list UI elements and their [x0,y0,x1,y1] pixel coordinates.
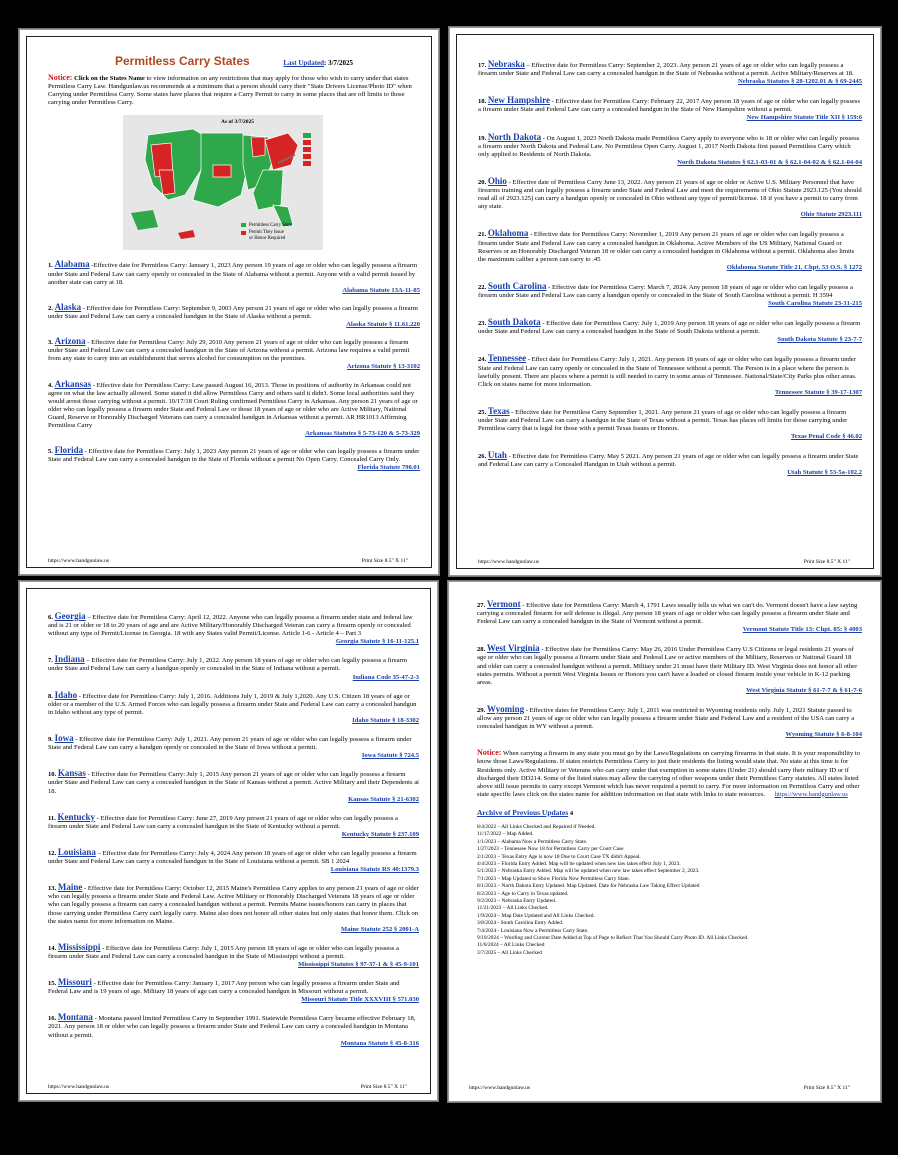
state-entry [478,229,862,271]
notice-label: Notice: [477,748,502,758]
state-link[interactable]: Florida [54,445,84,456]
entry-text: - Effective date for Permitless Carry: October 12, 2015 Maine's Permitless Carry applies to any person 21 years of age or older who can legally possess a firearm under State and Federal Law. Active Military or Honorably Discharged Veterans 18 years of age or older who can legally possess a firearm can carry a concealed handgun without a permit. Permits Maine issues/honors can carry in places that those carrying under Permitless Carry can't legally carry. Maine also does not honor all other states but only states that honor them. Click on the states name for more information on Maine. [48,885,419,925]
state-link[interactable]: Nebraska [487,59,525,69]
statute-link[interactable]: Tennessee Statute § 39-17-1307 [774,388,862,396]
archive-item: 9/10/2024 – Wording and Current Date Added at Top of Page to Reflect That You Should Carry Photo ID. All Links Checked. [477,935,749,942]
state-link[interactable]: Ohio [487,175,507,186]
archive-list [477,824,862,957]
statute-link[interactable]: Texas Penal Code § 46.02 [790,433,862,441]
page-2 [449,27,881,576]
notice [48,74,420,107]
entry-number: 10. [48,771,57,779]
archive-item: 2/1/2023 – Texas Entry Age is now 18 Due to Court Case TX didn't Appeal. [477,853,641,860]
entry-number: 26. [478,453,487,461]
state-entry [478,96,862,122]
state-entry [48,734,419,760]
entry-number: 17. [478,62,487,69]
entry-text: - Effective date for Permitless Carry. May 5 2021. Any person 21 years of age or older who can legally possess a firearm under State and Federal Law can carry a Concealed Handgun in Utah without a permit. [478,453,859,469]
state-entry [478,133,862,167]
state-link[interactable]: Alabama [54,259,90,270]
entry-text: - Effective date for Permitless Carry: June 27, 2019 Any person 21 years of age or older who can legally possess a firearm under State and Federal Law can carry a concealed handgun in the State of Kentucky without a permit. [48,814,398,830]
entry-number: 13. [48,885,57,893]
state-entry [48,612,419,646]
archive-item: 11/17/2022 – Map Added. [477,831,534,838]
state-link[interactable]: Vermont [486,599,521,609]
page-4-content [477,600,862,957]
statute-link[interactable]: Utah Statute § 53-5a-102.2 [787,469,862,477]
entry-text: - Effective date for Permitless Carry: February 22, 2017 Any person 18 years of age or older who can legally possess a firearm under State and Federal Law can carry a concealed handgun in the State of New Hampshire without a permit. [478,98,861,114]
state-link[interactable]: Mississippi [57,941,101,952]
state-entry [478,407,862,441]
entry-text: - Montana passed limited Permitless Carry in September 1991. Statewide Permitless Carry became effective February 18, 2021. Any person 18 or older who can legally possess a firearm under State and Federal Law can carry a concealed handgun in Montana without a permit. [48,1015,416,1039]
notice-bold: Click on the States Name [74,75,145,83]
archive-item: 1/1/2023 – Alabama Now a Permitless Carry State. [477,838,588,845]
footer-url: https://www.handgunlaw.us [478,559,540,565]
entry-number: 28. [477,646,486,654]
entry-text: – Effective date for Permitless Carry: July 4, 2024 Any person 18 years of age or older who can legally possess a firearm under State and Federal Law can carry a concealed handgun in the State of Louisiana without a permit. SB 1 2024 [48,849,417,866]
page-title: Permitless Carry States [114,54,250,68]
statute-link[interactable]: Maine Statute 252 § 2001-A [340,925,419,933]
state-entry [477,644,862,695]
statute-link[interactable]: Arizona Statute § 13-3102 [346,363,420,371]
state-link[interactable]: Wyoming [486,703,525,714]
state-entry [48,337,420,371]
entries-list [48,260,420,472]
entry-text: - Effective date for Permitless Carry: January 1, 2017 Any person who can legally possess a firearm under State and Federal Law and is 19 years of age. Military 18 years of age can carry a concealed handgun in Missouri without a permit. [48,980,400,996]
state-link[interactable]: Alaska [54,301,82,312]
entry-text: - Effect date for Permitless Carry: July 1, 2021. Any person 18 years of age or older who can legally possess a firearm under State and Federal Law can carry openly or concealed in the State of Tennessee without a permit. The Person is in a place where the person is lawfully present. There are places where a permit is still needed to carry in some areas of Tennessee. National/State/City Parks plus other areas. Click on states name for more information. [478,356,857,388]
archive-item: 11/6/2024 – All Links Checked [477,942,545,949]
statute-link[interactable]: Oklahoma Statute Title 21. Chpt. 53 O.S. § 1272 [726,263,862,271]
last-updated [283,59,353,67]
entry-number: 19. [478,134,487,142]
footer-print-size: Print Size 8.5" X 11" [803,559,850,565]
page-4 [448,581,881,1102]
handgunlaw-link[interactable]: https://www.handgunlaw.us [774,790,848,798]
state-link[interactable]: Utah [487,450,507,461]
notice [477,749,862,799]
footer-url: https://www.handgunlaw.us [469,1085,531,1091]
entry-text: - Effective date for Permitless Carry: September 9, 2003 Any person 21 years of age or older who can legally possess a firearm under State and Federal Law can carry a concealed handgun in the State of Alaska without a permit. [48,304,418,320]
state-entry [478,60,862,86]
entry-number: 12. [48,849,57,857]
state-entry [48,303,420,329]
entry-text: - Effective date for Permitless Carry September 1, 2021. Any person 21 years of age or older who can legally possess a firearm under State and Federal Law can carry a handgun in the State of Texas without a permit. Texas has places off limits for those carrying under Permitless carry that is legal for those with a permit Texas Issues or Honors. [478,408,848,433]
notice-text: When carrying a firearm in any state you must go by the Laws/Regulations on carrying firearms in that state. It is your responsibility to know those Laws/Regulations. If states restricts Permitless Carry to just their residents the listing would state that. No state at this time is for Residents only. Active Military or Veterans who can carry under that exemption in some states (Under 21) should carry their military ID or if discharged their DD214. Some of the listed states may allow the carrying of other weapons under their Permitless Carry statutes. All states listed above still issue permits to carry except Vermont which has never required a permit to carry. For more information on Permitless Carry and other state specific laws click on the states name for addition information on that state with links to state resources. [477,750,861,798]
entry-number: 6. [48,614,53,621]
entry-number: 22. [478,283,487,291]
state-link[interactable]: Kansas [57,768,86,779]
page-3-content [48,612,419,1057]
state-entry [48,260,420,294]
archive-title-link[interactable]: Archive of Previous Updates [477,807,569,817]
state-entry [48,691,419,725]
state-link[interactable]: Texas [487,405,510,416]
entry-text: - Effective date for Permitless Carry: Law passed August 16, 2013. Those in positions of authority in Arkansas could not agree on what the law actually allowed. Some stated it did allow Permitless Carry and others said it didn't. Some local authorities said they would arrest those carrying without a permit. 10/17/18 Court Ruling confirmed Permitless Carry in Arkansas. Any person 21 years of age or older who can legally possess a firearm under State and Federal Law or those 18 years of age or older who are Active Military, National Guard, Reserve or Honorably Discharged Veterans can carry a concealed handgun in Arkansas without a permit. AR HR1013 Affirming Permitless Carry [48,381,418,429]
entry-text: - On August 1, 2023 North Dakota made Permitless Carry apply to everyone who is 18 or older who can legally possess a firearm under North Dakota and Federal Law. No Permitless Open Carry. August 1, 2017 North Dakota first passed Permitless Carry which only applied to Residents of North Dakota. [478,134,860,158]
archive-item: 7/1/2023 – Map Updated to Show Florida Now Permitless Carry State. [477,875,630,882]
entry-number: 8. [48,692,53,700]
entry-text: - Effective date for Permitless Carry: July 1, 2015 Any person 21 years of age or older who can legally possess a firearm under State and Federal Law can carry a concealed handgun in the State of Kansas without a permit. Active Military and their Dependents at 18. [48,771,419,795]
entry-number: 29. [477,706,486,714]
archive-item: 1/27/2023 – Tennessee Now 18 for Permitless Carry per Court Case [477,846,624,853]
archive-item: 5/1/2023 – Nebraska Entry Added. Map will be updated when new law takes effect September 2, 2023. [477,868,700,875]
entry-text: – Effective date for Permitless Carry: April 12, 2022. Anyone who can legally possess a firearm under state and federal law and is 21 or older or 18 to 20 years of age and are Active Military/Honorably Discharged Veteran can carry a firearm openly or concealed without any type of Permit/License in Georgia. 18 with any States valid Permit/License. Article 1-6 - Article 4 – Part 3 [48,614,413,638]
archive-item: 9/2/2023 – Nebraska Entry Updated. [477,898,557,905]
state-entry [48,655,419,681]
entry-text: - Effective date for Permitless Carry: July 1, 2019 Any person 18 years of age or older who can legally possess a firearm under State and Federal Law can carry a concealed handgun in the State of South Dakota without a permit. [478,320,861,336]
state-link[interactable]: Indiana [54,654,85,665]
state-entry [478,318,862,344]
statute-link[interactable]: Wyoming Statute § 6-8-104 [785,731,862,739]
entry-number: 9. [48,736,53,744]
entry-text: -Effective date for Permitless Carry: January 1, 2023 Any person 19 years of age or older who can legally possess a firearm under State and Federal Law can carry openly or concealed in the State of Alabama without a permit. Anyone with a valid permit issued by another state can carry at 18. [48,262,418,286]
archive-item: 8/4/2022 – All Links Checked and Repaired if Needed. [477,823,596,830]
state-link[interactable]: South Carolina [487,280,547,291]
state-entry [477,600,862,634]
footer-print-size: Print Size 8.5" X 11" [360,1084,407,1090]
statute-link[interactable]: Montana Statute § 45-8-316 [340,1039,419,1047]
archive-item: 11/21/2023 – All Links Checked. [477,905,549,912]
notice-label: Notice: [48,73,73,83]
entry-number: 4. [48,381,53,389]
state-entry [48,848,419,874]
us-map-svg [123,115,323,250]
state-link[interactable]: South Dakota [487,317,541,328]
statute-link[interactable]: Idaho Statute § 18-3302 [352,716,419,724]
map-legend-red-line1: Permit They Issue [249,230,284,236]
entry-text: - Effective date for Permitless Carry: March 4, 1791 Laws usually tells us what we can't do. Vermont doesn't have a law saying carrying a concealed firearm for self defense is illegal. Any person 18 years of age or older who can legally possess a firearm under State and Federal Law can carry a concealed handgun in the State of Vermont without a permit. [477,602,858,626]
statute-link[interactable]: Ohio Statute 2923.111 [800,211,862,219]
entry-text: - Effective date for Permitless Carry: November 1, 2019 Any person 21 years of age or older who can legally possess a firearm under State and Federal Law can carry a concealed handgun in Oklahoma. Active Members of the US Military, National Guard or Reserves or an Honorably Discharged Veteran 18 or older can carry a concealed handgun in Oklahoma without a permit. Oklahoma also limits the maximum caliber a person can carry to .45 [478,231,855,263]
state-link[interactable]: Maine [57,882,83,893]
archive-item: 8/2/2023 – Age to Carry in Texas updated. [477,890,569,897]
statute-link[interactable]: Mississippi Statutes § 97-37-1 & § 45-9-101 [298,961,419,968]
statute-link[interactable]: New Hampshire Statute Title XII § 159:6 [746,114,862,122]
notice-text: to view information on any restrictions that may apply for those who wish to carry under that states Permitless Carry Law. Handgunlaw.us recommends at a minimum that a person should carry their "State Drivers License/Photo ID" when Carrying under Permitless Carry. Some states have places that require a Carry Permit to carry in some places that are off limits to those carrying under Permitless Carry. [48,75,412,107]
state-link[interactable]: North Dakota [487,131,542,142]
entry-text: - Effective date for Permitless Carry: July 29, 2010 Any person 21 years of age or older who can legally possess a firearm under State and Federal Law can carry a concealed handgun in the State of Arizona without a permit. Arizona law requires a valid permit from any state to carry into an establishment that serves alcohol for consumption on the premises. [48,339,410,363]
state-link[interactable]: Idaho [54,689,78,700]
page-3 [19,581,438,1101]
archive-item: 8/1/2023 – North Dakota Entry Updated. Map Updated. Date for Nebraska Law Taking Effect Updated [477,883,700,890]
statute-link[interactable]: South Dakota Statute § 23-7-7 [777,336,862,344]
state-link[interactable]: Louisiana [57,846,96,857]
statute-link[interactable]: South Carolina Statute 23-31-215 [768,300,862,308]
page-header [48,54,420,68]
last-updated-date: : 3/7/2025 [324,59,354,67]
map-legend-red-line2: or Honor Required [249,236,286,242]
statute-link[interactable]: Alaska Statute § 11.61.220 [346,321,420,329]
entry-number: 1. [48,262,53,270]
entry-number: 23. [478,320,487,328]
statute-link[interactable]: Georgia Statute § 16-11-125.1 [335,638,419,646]
state-entry [48,943,419,969]
entry-text: - Effective date for Permitless Carry: July 1, 2015 Any person 18 years of age or older who can legally possess a firearm under State and Federal Law can carry a concealed handgun in the State of Mississippi without a permit. [48,944,399,960]
entry-number: 25. [478,408,487,416]
statute-link[interactable]: Arkansas Statutes § 5-73-120 & 5-73-329 [305,430,420,438]
state-entry [48,380,420,439]
last-updated-link[interactable]: Last Updated [283,59,325,67]
state-link[interactable]: Arizona [54,336,86,347]
footer-url: https://www.handgunlaw.us [48,558,110,564]
archive-item: 7/4/2024 - Louisiana Now a Permitless Carry State. [477,927,589,934]
entry-number: 7. [48,657,53,665]
entry-number: 11. [48,814,56,822]
state-link[interactable]: Kentucky [57,811,96,822]
map-legend-green: Permitless Carry State [249,223,292,229]
state-link[interactable]: Arkansas [54,378,92,389]
entry-text: – Effective date for Permitless Carry: July 1, 2022. Any person 18 years of age or older who can legally possess a firearm under State and Federal Law can carry a handgun openly or concealed in the State of Indiana without a permit. [48,657,407,673]
archive-item: 4/4/2023 – Florida Entry Added. Map will be updated when new law takes effect July 1, 2023. [477,861,681,867]
state-entry [478,177,862,219]
entry-number: 16. [48,1015,57,1023]
page-1-content [48,54,420,480]
entry-number: 20. [478,178,487,186]
entry-text: - Effective date for Permitless Carry: May 26, 2016 Under Permitless Carry U.S Citizens or legal residents 21 years of age or older who can legally possess a firearm under State and Federal Law or active members of the Military, Reserves or National Guard 18 and older can carry a concealed handgun without a permit. Military under 21 must have their Military ID. West Virginia does not honor all other states permits. Without a permit West Virginia Issues or Honors you can't have a loaded or closed firearm inside your vehicle in K-12 parking areas. [477,646,858,686]
statute-link[interactable]: Nebraska Statutes § 28-1202.01 & § 69-2445 [738,78,862,86]
entry-text: - Effective date for Permitless Carry: July 1, 2016. Additions July 1, 2019 & July 1,2020. Any U.S. Citizen 18 years of age or older or a member of the U.S. Armed Forces who can legally possess a firearm under State and Federal Law can carry a concealed handgun in Idaho without any type of permit. [48,692,417,716]
statute-link[interactable]: West Virginia Statute § 61-7-7 & § 61-7-6 [746,686,862,694]
archive-item: 1/9/2024 – Map Date Updated and All Links Checked. [477,912,595,919]
state-link[interactable]: Georgia [54,611,86,621]
state-entry [478,354,862,396]
archive-section [477,809,862,957]
footer-print-size: Print Size 8.5" X 11" [803,1085,850,1091]
entry-text: - Effective dates for Permitless Carry: July 1, 2011 was restricted to Wyoming residents only. July 1, 2021 Statute passed to allow any person 21 years of age or older who can legally possess a firearm under State and Federal Law and a resident of the USA can carry a concealed handgun in WY without a permit. [477,706,855,731]
state-link[interactable]: Tennessee [487,353,527,364]
entry-number: 3. [48,339,53,347]
archive-item: 3/7/2025 – All Links Checked [477,949,542,956]
page-2-content [478,60,862,488]
state-entry [477,705,862,739]
archive-count: 4 [569,809,574,817]
map-legend-red [249,230,285,242]
statute-link[interactable]: Alabama Statute 13A-11-85 [342,286,420,294]
entry-text: - Effective date for Permitless Carry: July 1, 2021. Any person 21 years of age or older who can legally possess a firearm under State and Federal Law can carry a handgun openly or concealed in the State of Iowa without a permit. [48,736,412,752]
statute-link[interactable]: North Dakota Statutes § 62.1-03-01 & § 62.1-04-02 & § 62.1-04-04 [677,158,862,166]
state-entry [48,1013,419,1047]
footer-url: https://www.handgunlaw.us [48,1084,110,1090]
entry-text: - Effective date for Permitless Carry: March 7, 2024. Any person 18 years of age or older who can legally possess a firearm under State and Federal Law can carry a handgun openly or concealed in the State of South Carolina without a permit. H 3594 [478,283,853,299]
statute-link[interactable]: Kansas Statute § 21-6302 [348,795,419,803]
entry-number: 14. [48,944,57,952]
statute-link[interactable]: Florida Statute 790.01 [357,464,420,472]
entry-number: 24. [478,356,487,364]
state-entry [48,883,419,934]
statute-link[interactable]: Indiana Code 35-47-2-3 [352,673,419,681]
statute-link[interactable]: Iowa Statute § 724.5 [361,752,419,760]
state-entry [48,978,419,1004]
state-link[interactable]: Missouri [57,977,92,988]
state-entry [48,446,420,472]
entry-number: 21. [478,231,487,239]
statute-link[interactable]: Vermont Statute Title 13: Chpt. 85: § 4003 [742,626,862,634]
entry-text: – Effective date for Permitless Carry: September 2, 2023. Any person 21 years of age or older who can legally possess a firearm under State and Federal Law can carry a concealed handgun in the State of Nebraska without a permit. Active Military/Reserves at 18. [478,62,854,78]
permitless-carry-map[interactable] [123,115,323,250]
state-link[interactable]: West Virginia [486,643,540,654]
entry-text: - Effective date of Permitless Carry June 13, 2022. Any person 21 years of age or older or Active U.S. Military Personnel that have firearms training and can legally possess a firearm under State and Federal Law and meet the requirements of Ohio Statute 2923.125 (You should read all of 2923.125) can carry a handgun openly or concealed in Ohio without any type of permit/license. 18 if you have a permit to carry from any state. [478,178,862,211]
page-1 [19,29,439,575]
state-link[interactable]: Montana [57,1012,93,1023]
entry-number: 18. [478,98,487,106]
state-entry [48,813,419,839]
entry-number: 2. [48,304,53,312]
entry-number: 5. [48,448,53,456]
state-link[interactable]: New Hampshire [487,95,550,106]
map-date-label: As of 3/7/2025 [221,119,254,126]
state-entry [478,451,862,477]
statute-link[interactable]: Kentucky Statute § 237.109 [341,830,419,838]
footer-print-size: Print Size 8.5" X 11" [361,558,408,564]
entry-number: 27. [477,602,486,609]
state-link[interactable]: Oklahoma [487,228,529,239]
state-link[interactable]: Iowa [54,733,74,744]
statute-link[interactable]: Missouri Statute Title XXXVIII § 571.030 [301,996,419,1004]
archive-item: 3/8/2024 - South Carolina Entry Added. [477,920,564,927]
statute-link[interactable]: Louisiana Statute RS 40:1379.3 [330,866,419,874]
entry-text: - Effective date for Permitless Carry: July 1, 2023 Any person 21 years of age or older who can legally possess a firearm under State and Federal Law can carry a concealed handgun in the State of Florida without a permit No Open Carry. Concealed Carry Only. [48,448,420,464]
entry-number: 15. [48,980,57,988]
state-entry [48,769,419,803]
state-entry [478,282,862,308]
